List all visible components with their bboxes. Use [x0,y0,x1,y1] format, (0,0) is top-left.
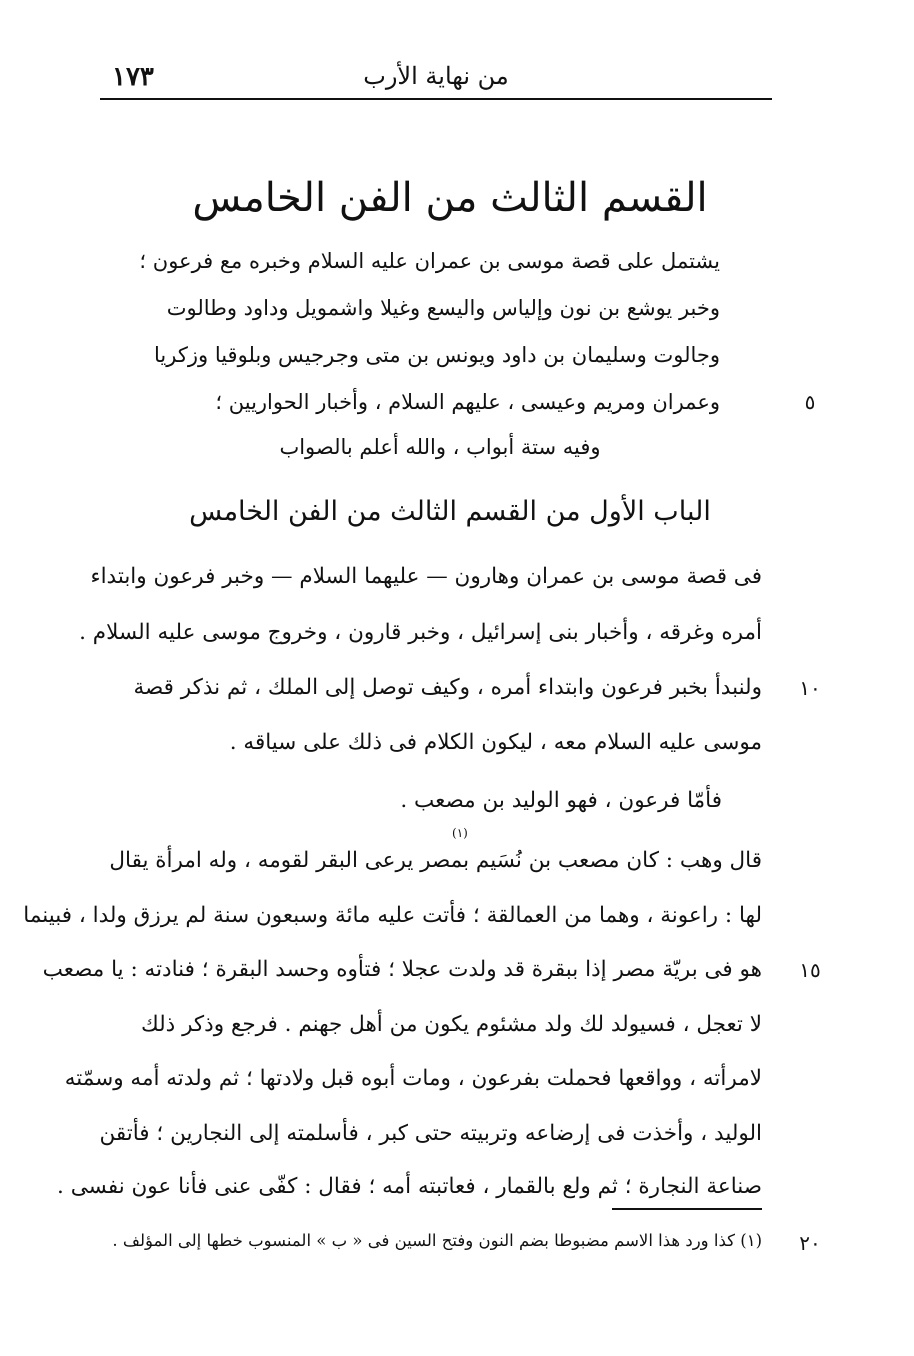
description-line: وجالوت وسليمان بن داود ويونس بن متى وجرجيس وبلوقيا وزكريا [154,343,720,367]
description-line: وخبر يوشع بن نون وإلياس واليسع وغيلا واشمويل وداود وطالوت [166,296,720,320]
body-line: لا تعجل ، فسيولد لك ولد مشئوم يكون من أهل جهنم . فرجع وذكر ذلك [140,1012,762,1037]
line-number: ٢٠ [799,1231,821,1255]
chapter-title: الباب الأول من القسم الثالث من الفن الخامس [189,496,711,527]
line-number: ١٠ [799,676,821,700]
line-number: ١٥ [799,958,821,982]
body-line: ولنبدأ بخبر فرعون وابتداء أمره ، وكيف توصل إلى الملك ، ثم نذكر قصة [133,675,762,700]
body-line: صناعة النجارة ؛ ثم ولع بالقمار ، فعاتبته أمه ؛ فقال : كفّى عنى فأنا عون نفسى . [57,1174,762,1199]
description-line: يشتمل على قصة موسى بن عمران عليه السلام وخبره مع فرعون ؛ [139,249,720,273]
line-number: ٥ [804,390,816,414]
body-line: فى قصة موسى بن عمران وهارون — عليهما السلام — وخبر فرعون وابتداء [90,564,762,589]
body-line: أمره وغرقه ، وأخبار بنى إسرائيل ، وخبر قارون ، وخروج موسى عليه السلام . [79,620,762,645]
description-line: وفيه ستة أبواب ، والله أعلم بالصواب [279,435,601,459]
running-title: من نهاية الأرب [363,62,509,90]
description-line: وعمران ومريم وعيسى ، عليهم السلام ، وأخبار الحواريين ؛ [215,390,720,414]
body-line: الوليد ، وأخذت فى إرضاعه وتربيته حتى كبر ، فأسلمته إلى النجارين ؛ فأتقن [99,1121,762,1146]
footnote: (١) كذا ورد هذا الاسم مضبوطا بضم النون وفتح السين فى « ب » المنسوب خطها إلى المؤلف . [112,1231,762,1250]
body-line: هو فى بريّة مصر إذا ببقرة قد ولدت عجلا ؛ فتأوه وحسد البقرة ؛ فنادته : يا مصعب [42,957,762,982]
section-title: القسم الثالث من الفن الخامس [192,175,708,221]
body-line-text: قال وهب : كان مصعب بن نُسَيم بمصر يرعى البقر لقومه ، وله امرأة يقال [109,848,762,873]
body-line: لامرأته ، وواقعها فحملت بفرعون ، ومات أبوه قبل ولادتها ؛ ثم ولدته أمه وسمّته [64,1066,762,1091]
footnote-rule [612,1208,762,1210]
running-head [100,62,772,98]
body-line: موسى عليه السلام معه ، ليكون الكلام فى ذلك على سياقه . [229,730,762,755]
body-line: لها : راعونة ، وهما من العمالقة ؛ فأتت عليه مائة وسبعون سنة لم يرزق ولدا ، فبينما [23,903,762,928]
body-line [109,846,762,876]
header-rule [100,98,772,100]
page-number: ١٧٣ [112,62,154,92]
footnote-marker: (١) [452,826,468,840]
body-line: فأمّا فرعون ، فهو الوليد بن مصعب . [400,788,722,813]
